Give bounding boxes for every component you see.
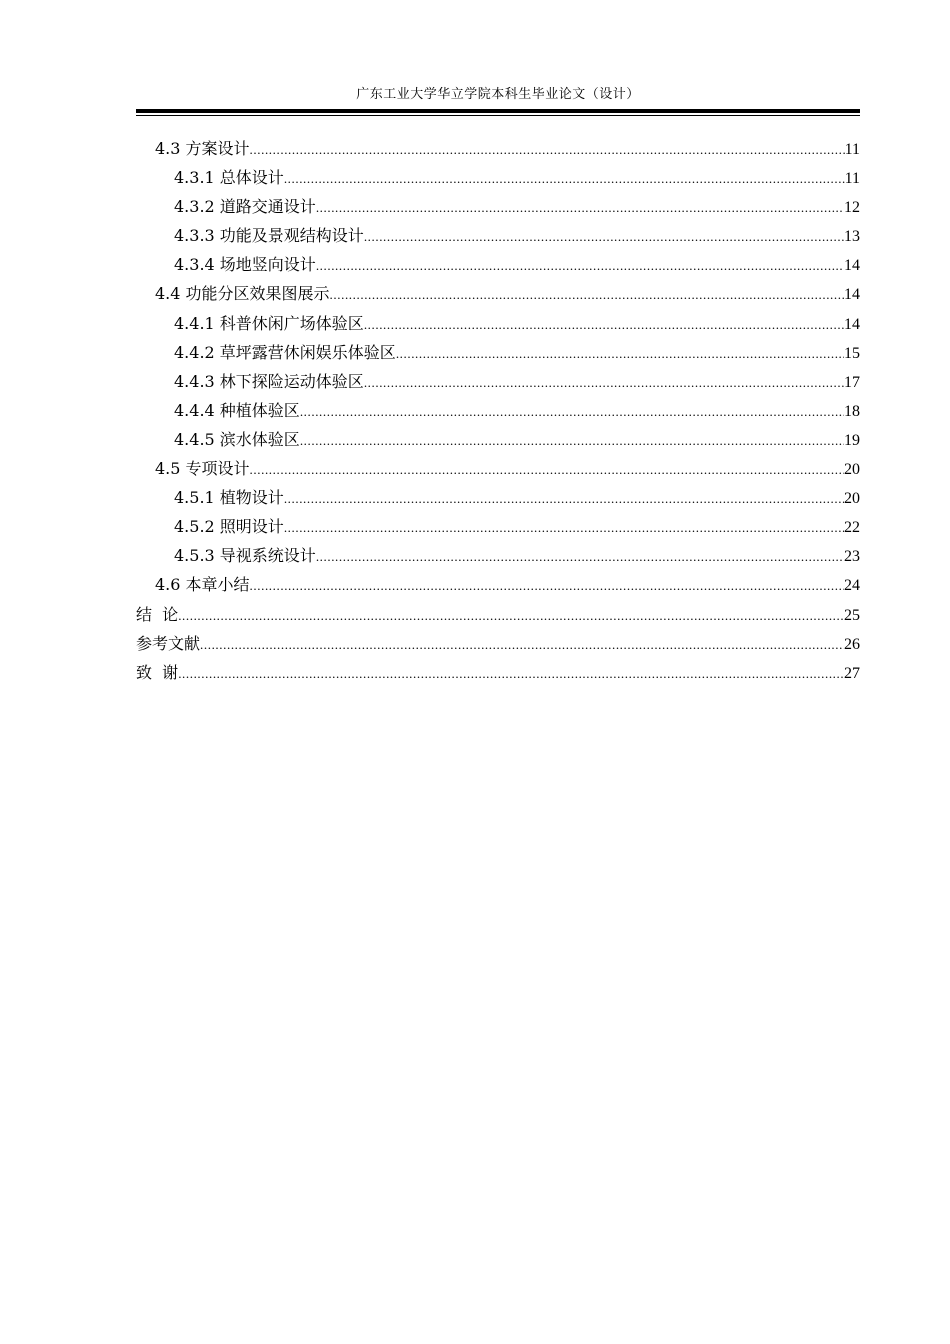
toc-entry[interactable] [136, 338, 860, 367]
toc-leader-dots [250, 571, 844, 599]
toc-entry[interactable] [136, 396, 860, 425]
toc-entry[interactable] [136, 221, 860, 250]
toc-entry-title: 4.3 方案设计 [155, 139, 250, 158]
toc-leader-dots [284, 484, 844, 512]
toc-leader-dots [284, 513, 844, 541]
toc-entry[interactable] [136, 367, 860, 396]
toc-entry-title: 4.3.3 功能及景观结构设计 [174, 226, 364, 246]
toc-entry-title: 4.6 本章小结 [155, 575, 250, 595]
toc-leader-dots [300, 426, 844, 454]
toc-entry-page: 14 [844, 286, 860, 304]
toc-entry[interactable] [136, 454, 860, 483]
toc-entry[interactable] [136, 192, 860, 221]
toc-entry-title: 4.3.4 场地竖向设计 [174, 255, 316, 275]
page-header: 广东工业大学华立学院本科生毕业论文（设计） [356, 87, 640, 102]
toc-entry-title: 4.3.1 总体设计 [174, 168, 284, 188]
toc-entry-page: 19 [844, 431, 860, 449]
toc-entry-page: 11 [844, 170, 860, 188]
toc-entry[interactable] [136, 250, 860, 279]
toc-entry-page: 12 [844, 199, 860, 217]
toc-entry[interactable] [136, 134, 860, 163]
toc-entry-page: 17 [844, 373, 860, 391]
toc-entry-page: 23 [844, 548, 860, 566]
toc-entry-title: 致 谢 [136, 662, 179, 682]
toc-entry[interactable] [136, 541, 860, 570]
toc-leader-dots [250, 135, 845, 163]
header-rule [136, 109, 860, 116]
toc-entry[interactable] [136, 483, 860, 512]
toc-entry-page: 11 [844, 141, 860, 158]
toc-leader-dots [300, 397, 844, 425]
toc-leader-dots [364, 222, 844, 250]
toc-entry-page: 20 [844, 490, 860, 508]
toc-leader-dots [364, 368, 844, 396]
toc-entry-title: 4.4 功能分区效果图展示 [155, 284, 330, 304]
toc-entry[interactable] [136, 279, 860, 308]
toc-entry-acknowledgements[interactable] [136, 658, 860, 687]
toc-entry-page: 26 [844, 635, 860, 653]
toc-leader-dots [396, 339, 844, 367]
toc-entry-page: 24 [844, 577, 860, 595]
toc-entry[interactable] [136, 570, 860, 599]
toc-entry-page: 25 [844, 606, 860, 624]
toc-entry-title: 结 论 [136, 604, 179, 624]
toc-entry-page: 18 [844, 402, 860, 420]
toc-leader-dots [178, 601, 844, 629]
toc-entry[interactable] [136, 425, 860, 454]
toc-entry-page: 27 [844, 664, 860, 682]
toc-entry-references[interactable] [136, 629, 860, 658]
toc-leader-dots [178, 659, 844, 687]
toc-entry[interactable] [136, 309, 860, 338]
toc-entry-title: 4.3.2 道路交通设计 [174, 197, 316, 217]
toc-entry-title: 4.4.5 滨水体验区 [174, 429, 300, 449]
toc-leader-dots [364, 310, 844, 338]
toc-entry-page: 14 [844, 257, 860, 275]
toc-entry-conclusion[interactable] [136, 600, 860, 629]
toc-leader-dots [316, 251, 844, 279]
toc-entry-title: 4.4.1 科普休闲广场体验区 [174, 313, 364, 333]
toc-entry-page: 20 [844, 461, 860, 479]
toc-entry-page: 22 [844, 519, 860, 537]
toc-entry-title: 4.4.2 草坪露营休闲娱乐体验区 [174, 342, 396, 362]
toc-entry-page: 13 [844, 228, 860, 246]
toc-entry-title: 4.5.3 导视系统设计 [174, 546, 316, 566]
toc-leader-dots [330, 280, 844, 308]
toc-entry-title: 4.5.1 植物设计 [174, 488, 284, 508]
toc-leader-dots [250, 455, 844, 483]
toc-entry[interactable] [136, 163, 860, 192]
toc-leader-dots [200, 630, 844, 658]
toc-leader-dots [284, 164, 845, 192]
toc-leader-dots [316, 193, 844, 221]
toc-entry-title: 4.4.4 种植体验区 [174, 400, 300, 420]
toc-entry-title: 4.5 专项设计 [155, 459, 250, 479]
toc-leader-dots [316, 542, 844, 570]
toc-entry-title: 4.4.3 林下探险运动体验区 [174, 371, 364, 391]
table-of-contents [136, 134, 860, 687]
toc-entry-title: 参考文献 [136, 633, 201, 653]
toc-entry-page: 15 [844, 344, 860, 362]
toc-entry-title: 4.5.2 照明设计 [174, 517, 284, 537]
toc-entry-page: 14 [844, 315, 860, 333]
toc-entry[interactable] [136, 512, 860, 541]
